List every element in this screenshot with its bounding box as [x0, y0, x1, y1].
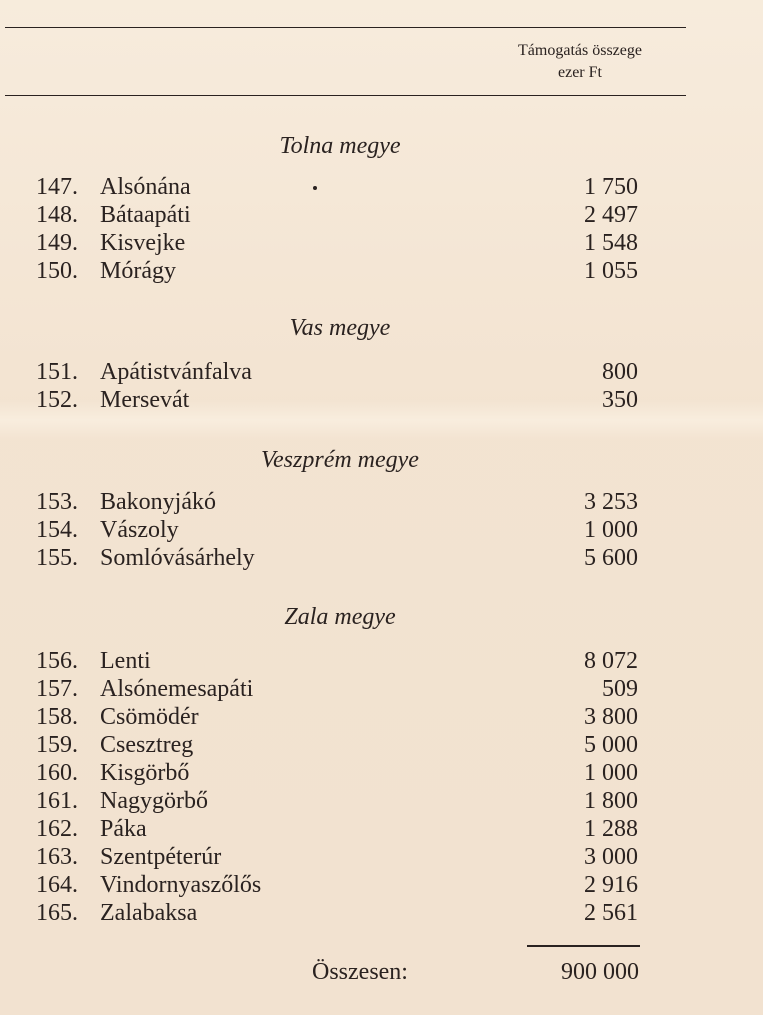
table-row: [0, 900, 700, 927]
amount-value: 3 800: [584, 704, 638, 730]
municipality-name: Lenti: [100, 648, 151, 674]
sum-rule: [527, 945, 640, 947]
municipality-name: Csesztreg: [100, 732, 194, 758]
municipality-name: Somlóvásárhely: [100, 545, 255, 571]
amount-value: 5 000: [584, 732, 638, 758]
table-row: [0, 387, 700, 414]
amount-value: 5 600: [584, 545, 638, 571]
municipality-name: Alsónána: [100, 174, 191, 200]
row-number: 164.: [36, 872, 78, 898]
amount-value: 1 750: [584, 174, 638, 200]
amount-value: 2 561: [584, 900, 638, 926]
amount-value: 1 055: [584, 258, 638, 284]
municipality-name: Apátistvánfalva: [100, 359, 252, 385]
row-number: 163.: [36, 844, 78, 870]
column-header-unit: ezer Ft: [558, 64, 602, 81]
row-number: 156.: [36, 648, 78, 674]
table-row: [0, 872, 700, 899]
row-number: 162.: [36, 816, 78, 842]
table-row: [0, 816, 700, 843]
row-number: 165.: [36, 900, 78, 926]
amount-value: 1 000: [584, 760, 638, 786]
header-rule: [5, 95, 686, 96]
municipality-name: Vindornyaszőlős: [100, 872, 262, 898]
table-row: [0, 788, 700, 815]
amount-value: 1 800: [584, 788, 638, 814]
municipality-name: Csömödér: [100, 704, 199, 730]
row-number: 159.: [36, 732, 78, 758]
municipality-name: Mórágy: [100, 258, 176, 284]
amount-value: 800: [602, 359, 638, 385]
table-row: [0, 359, 700, 386]
municipality-name: Bátaapáti: [100, 202, 191, 228]
row-number: 158.: [36, 704, 78, 730]
row-number: 147.: [36, 174, 78, 200]
table-row: [0, 704, 700, 731]
total-value: 900 000: [561, 959, 639, 985]
table-row: [0, 258, 700, 285]
amount-value: 1 000: [584, 517, 638, 543]
county-heading-zala: Zala megye: [284, 604, 396, 630]
amount-value: 350: [602, 387, 638, 413]
municipality-name: Nagygörbő: [100, 788, 208, 814]
row-number: 160.: [36, 760, 78, 786]
municipality-name: Mersevát: [100, 387, 190, 413]
amount-value: 509: [602, 676, 638, 702]
amount-value: 8 072: [584, 648, 638, 674]
municipality-name: Kisvejke: [100, 230, 186, 256]
amount-value: 2 497: [584, 202, 638, 228]
row-number: 157.: [36, 676, 78, 702]
table-row: [0, 844, 700, 871]
row-number: 148.: [36, 202, 78, 228]
county-heading-tolna: Tolna megye: [279, 133, 401, 159]
table-row: [0, 648, 700, 675]
municipality-name: Páka: [100, 816, 147, 842]
amount-value: 1 548: [584, 230, 638, 256]
county-heading-vas: Vas megye: [289, 315, 391, 341]
row-number: 151.: [36, 359, 78, 385]
row-number: 153.: [36, 489, 78, 515]
row-number: 150.: [36, 258, 78, 284]
municipality-name: Alsónemesapáti: [100, 676, 254, 702]
municipality-name: Kisgörbő: [100, 760, 190, 786]
table-row: [0, 545, 700, 572]
amount-value: 3 000: [584, 844, 638, 870]
row-number: 154.: [36, 517, 78, 543]
amount-value: 2 916: [584, 872, 638, 898]
municipality-name: Zalabaksa: [100, 900, 198, 926]
row-number: 161.: [36, 788, 78, 814]
table-row: [0, 732, 700, 759]
municipality-name: Vászoly: [100, 517, 179, 543]
row-number: 149.: [36, 230, 78, 256]
row-number: 155.: [36, 545, 78, 571]
row-number: 152.: [36, 387, 78, 413]
table-row: [0, 202, 700, 229]
total-label: Összesen:: [312, 959, 408, 985]
table-row: [0, 517, 700, 544]
table-row: [0, 230, 700, 257]
municipality-name: Szentpéterúr: [100, 844, 222, 870]
column-header-amount: Támogatás összege: [518, 42, 642, 59]
county-heading-veszprem: Veszprém megye: [261, 447, 419, 473]
top-rule: [5, 27, 686, 28]
amount-value: 1 288: [584, 816, 638, 842]
municipality-name: Bakonyjákó: [100, 489, 216, 515]
table-row: [0, 174, 700, 201]
table-row: [0, 676, 700, 703]
amount-value: 3 253: [584, 489, 638, 515]
table-row: [0, 489, 700, 516]
table-row: [0, 760, 700, 787]
